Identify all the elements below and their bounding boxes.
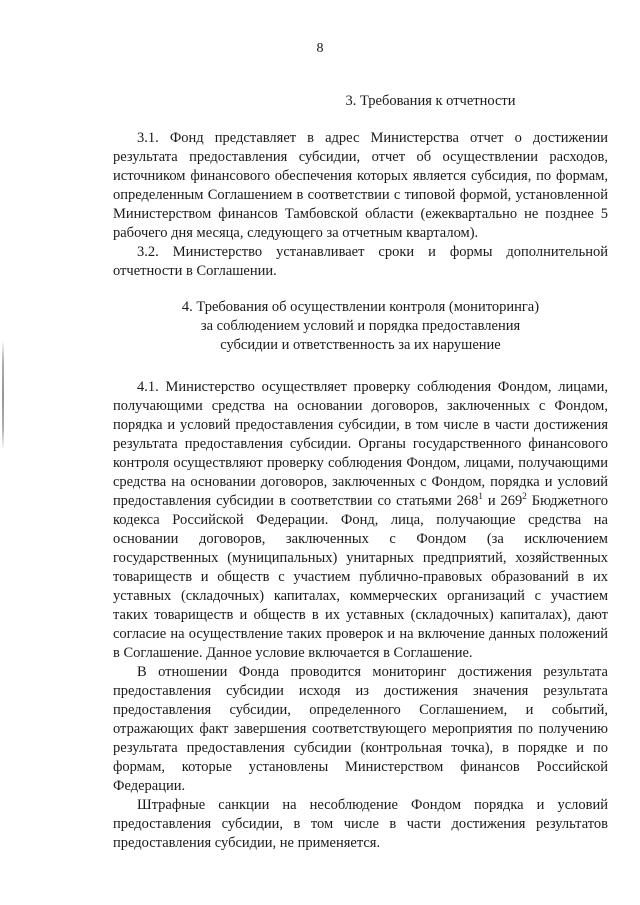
section-4-1-text-part-1: 4.1. Министерство осуществляет проверку соблюдения Фондом, лицами, получающими средства на основании договоров, заключенных с Фондом, порядка и условий предоставления субсидии, в том числе в части достижения результата предоставления субсидии. Органы государственного финансового контроля осуществляют проверку соблюдения Фондом, лицами, получающими средства на основании договоров, заключенных с Фондом, порядка и условий предоставления субсидии в соответствии со статьями 268 bbox=[113, 379, 608, 509]
monitoring-paragraph: В отношении Фонда проводится мониторинг достижения результата предоставления субсидии исходя из достижения значения результата предоставления субсидии, определенного Соглашением, и событий, отражающих факт завершения соответствующего мероприятия по получению результата предоставления субсидии (контрольная точка), в порядке и по формам, которые установлены Министерством финансов Российской Федерации. bbox=[113, 664, 608, 794]
section-4-1-text-part-2: и 269 bbox=[482, 493, 523, 509]
article-268-superscript: 1 bbox=[478, 491, 483, 502]
section-4-heading-line-2: за соблюдением условий и порядка предоставления bbox=[200, 318, 521, 334]
scan-edge-mark bbox=[2, 340, 4, 450]
section-4-1-text-part-3: Бюджетного кодекса Российской Федерации. Фонд, лица, получающие средства на основании договоров, заключенных с Фондом (за исключением государственных (муниципальных) унитарных предприятий, хозяйственных товариществ и обществ с участием публично-правовых образований в их уставных (складочных) капиталах, коммерческих организаций с участием таких товариществ и обществ в их уставных (складочных) капиталах), дают согласие на осуществление таких проверок и на включение данных положений в Соглашение. Данное условие включается в Соглашение. bbox=[113, 493, 608, 661]
article-269-superscript: 2 bbox=[522, 491, 527, 502]
section-3-2-paragraph: 3.2. Министерство устанавливает сроки и формы дополнительной отчетности в Соглашении. bbox=[113, 244, 608, 279]
section-4-1-paragraph bbox=[113, 378, 608, 663]
page-number: 8 bbox=[316, 41, 324, 56]
section-4-heading-line-3: субсидии и ответственность за их нарушение bbox=[220, 337, 501, 353]
section-3-1-paragraph: 3.1. Фонд представляет в адрес Министерства отчет о достижении результата предоставления субсидии, отчет об осуществлении расходов, источником финансового обеспечения которых является субсидия, по формам, определенным Соглашением в соответствии с типовой формой, установленной Министерством финансов Тамбовской области (ежеквартально не позднее 5 рабочего дня месяца, следующего за отчетным кварталом). bbox=[113, 130, 608, 241]
sanctions-paragraph: Штрафные санкции на несоблюдение Фондом порядка и условий предоставления субсидии, в том числе в части достижения результатов предоставления субсидии, не применяется. bbox=[113, 797, 608, 851]
section-4-heading-line-1: 4. Требования об осуществлении контроля (мониторинга) bbox=[181, 299, 540, 315]
section-3-heading: 3. Требования к отчетности bbox=[345, 93, 516, 109]
document-body bbox=[113, 92, 608, 853]
section-4-heading bbox=[113, 298, 608, 355]
